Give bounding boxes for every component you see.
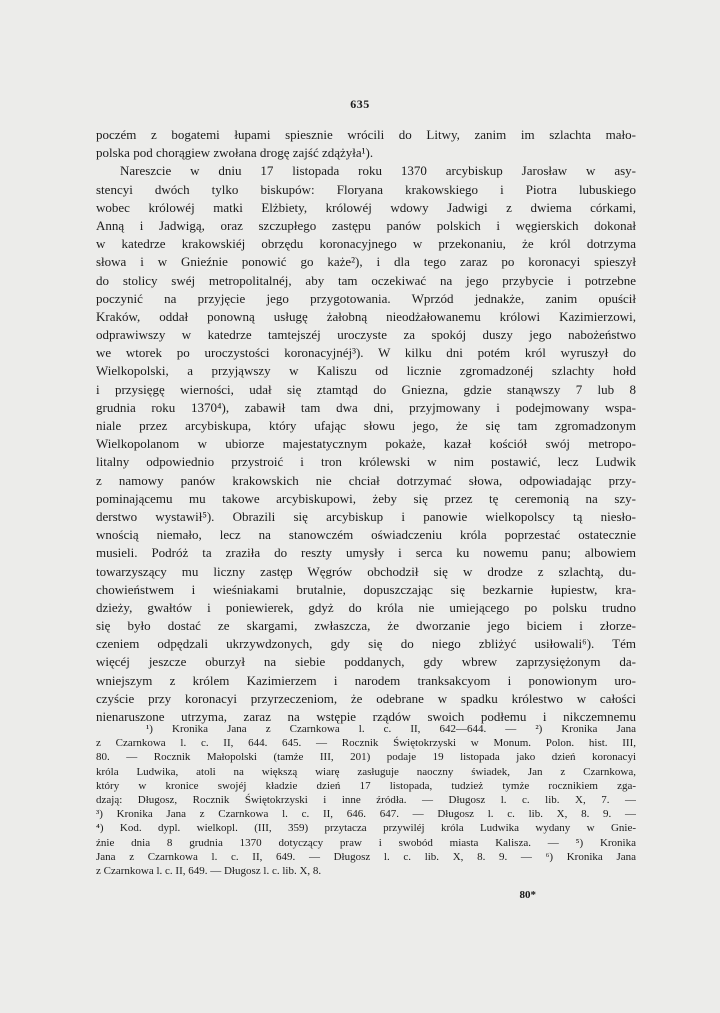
footnote-line: z Czarnkowa l. c. II, 644. 645. — Rocznik Świętokrzyski w Monum. Polon. hist. III,	[96, 737, 636, 750]
footnote-line: źnie dnia 8 grudnia 1370 dotyczący praw i swobód miasta Kalisza. — ⁵) Kronika	[96, 836, 636, 849]
text-line: Nareszcie w dniu 17 listopada roku 1370 arcybiskup Jarosław w asy-	[120, 163, 636, 179]
text-line: i przysięgę wierności, udał się ztamtąd do Gniezna, gdzie stanąwszy 7 lub 8	[96, 381, 636, 397]
text-line: derstwo wystawił⁵). Obrazili się arcybiskup i panowie wielkopolscy tą niesło-	[96, 508, 636, 524]
text-line: z namowy panów krakowskich nie chciał dotrzymać słowa, odpowiadając przy-	[96, 472, 636, 488]
text-line: się było dostać ze skargami, zwłaszcza, że dworzanie jego biciem i złorze-	[96, 618, 636, 634]
footnotes	[96, 722, 636, 878]
footnote-line: 80. — Rocznik Małopolski (tamże III, 201) podaje 19 listopada jako dzień koronacyi	[96, 751, 636, 764]
footnote-line: ¹) Kronika Jana z Czarnkowa l. c. II, 642—644. — ²) Kronika Jana	[146, 723, 636, 735]
text-line: Wielkopolanom w ubiorze majestatycznym pokaże, kazał kościół swój metropo-	[96, 436, 636, 452]
text-line: litalny odpowiednio przystroić i tron królewski w nim postawić, lecz Ludwik	[96, 454, 636, 470]
text-line: niale przez arcybiskupa, który ufając słowu jego, że się tam zgromadzonym	[96, 418, 636, 433]
text-line: poczynić na przyjęcie jego przygotowania. Wprzód jednakże, zanim opuścił	[96, 290, 636, 306]
text-line: Wielkopolski, a przyjąwszy w Kaliszu od licznie zgromadzonéj szlachty hołd	[96, 363, 636, 379]
text-line: wniejszym z królem Kazimierzem i narodem tranksakcyom i ponowionym uro-	[96, 672, 636, 688]
footnote-line: ³) Kronika Jana z Czarnkowa l. c. II, 646. 647. — Długosz l. c. lib. X, 8. 9. —	[96, 808, 636, 821]
text-line: w katedrze krakowskiéj obrzędu koronacyjnego w przekonaniu, że król dotrzyma	[96, 236, 636, 252]
text-line: wnością niemało, lecz na stanowczém oświadczeniu króla poprzestać ostatecznie	[96, 527, 636, 543]
text-line: chowieństwem i wieśniakami brutalnie, dopuszczając się bezkarnie łupiestw, kra-	[96, 581, 636, 597]
text-line: polska pod chorągiew zwołana drogę zajść zdążyła¹).	[96, 145, 374, 161]
text-line: Kraków, oddał ponowną usługę żałobną nieodżałowanemu królowi Kazimierzowi,	[96, 308, 636, 324]
text-line: pominającemu mu takowe arcybiskupowi, żeby się przez tę ceremonią na szy-	[96, 490, 636, 506]
text-line: dzieży, gwałtów i poniewierek, gdyż do króla nie umiejącego po polsku trudno	[96, 599, 636, 615]
text-line: stencyi dwóch tylko biskupów: Floryana krakowskiego i Piotra lubuskiego	[96, 181, 636, 197]
text-line: do stolicy swéj metropolitalnéj, aby tam oczekiwać na jego przybycie i potrzebne	[96, 272, 636, 288]
text-line: poczém z bogatemi łupami spiesznie wrócili do Litwy, zanim im szlachta mało-	[96, 127, 636, 142]
footnote-line: ⁴) Kod. dypl. wielkopl. (III, 359) przytacza przywiléj króla Ludwika wydany w Gnie-	[96, 822, 636, 835]
text-line: więcéj jeszcze oburzył na siebie poddanych, gdy wbrew zaprzysiężonym da-	[96, 654, 636, 670]
footnote-line: króla Ludwika, atoli na większą wiarę zasługuje naoczny świadek, Jan z Czarnkowa,	[96, 765, 636, 778]
page-number: 635	[350, 97, 370, 111]
text-line: grudnia roku 1370⁴), zabawił tam dwa dni, przyjmowany i podejmowany wspa-	[96, 399, 636, 415]
text-line: nienaruszone utrzyma, zaraz na wstępie rządów swoich podłemu i nikczemnemu	[96, 709, 636, 724]
text-line: we wtorek po uroczystości koronacyjnéj³). W kilku dni potém król wyruszył do	[96, 345, 636, 361]
footnote-line: dzają: Długosz, Rocznik Świętokrzyski i inne źródła. — Długosz l. c. lib. X, 7. —	[96, 793, 636, 806]
text-line: czeniem odpędzali ukrzywdzonych, gdy się do niego zbliżyć usiłowali⁶). Tém	[96, 636, 636, 652]
footnote-line: z Czarnkowa l. c. II, 649. — Długosz l. c. lib. X, 8.	[96, 864, 322, 877]
text-line: słowa i w Gnieźnie ponowić go każe²), i dla tego zaraz po koronacyi spieszył	[96, 254, 636, 270]
footnote-line: który w kronice swojéj kładzie dzień 17 listopada, tudzież tymże rocznikiem zga-	[96, 779, 636, 792]
main-text	[96, 126, 636, 726]
text-line: Anną i Jadwigą, oraz szczupłego zastępu panów polskich i węgierskich dokonał	[96, 217, 636, 233]
text-line: musieli. Podróż ta zraziła do reszty umysły i serca ku nowemu panu; albowiem	[96, 545, 636, 561]
footnote-line: Jana z Czarnkowa l. c. II, 649. — Długosz l. c. lib. X, 8. 9. — ⁶) Kronika Jana	[96, 850, 636, 863]
signature-mark: 80*	[519, 889, 536, 901]
text-line: czyście przy koronacyi przyrzeczeniom, że odebrane w spadku królestwo w całości	[96, 690, 636, 706]
text-line: wobec królowéj matki Elżbiety, królowéj wdowy Jadwigi z dwiema córkami,	[96, 199, 636, 215]
text-line: odprawiwszy w katedrze tamtejszéj uroczyste za spokój duszy jego nabożeństwo	[96, 327, 636, 343]
text-line: towarzyszący mu liczny zastęp Węgrów obchodził się w drodze z szlachtą, du-	[96, 563, 636, 579]
